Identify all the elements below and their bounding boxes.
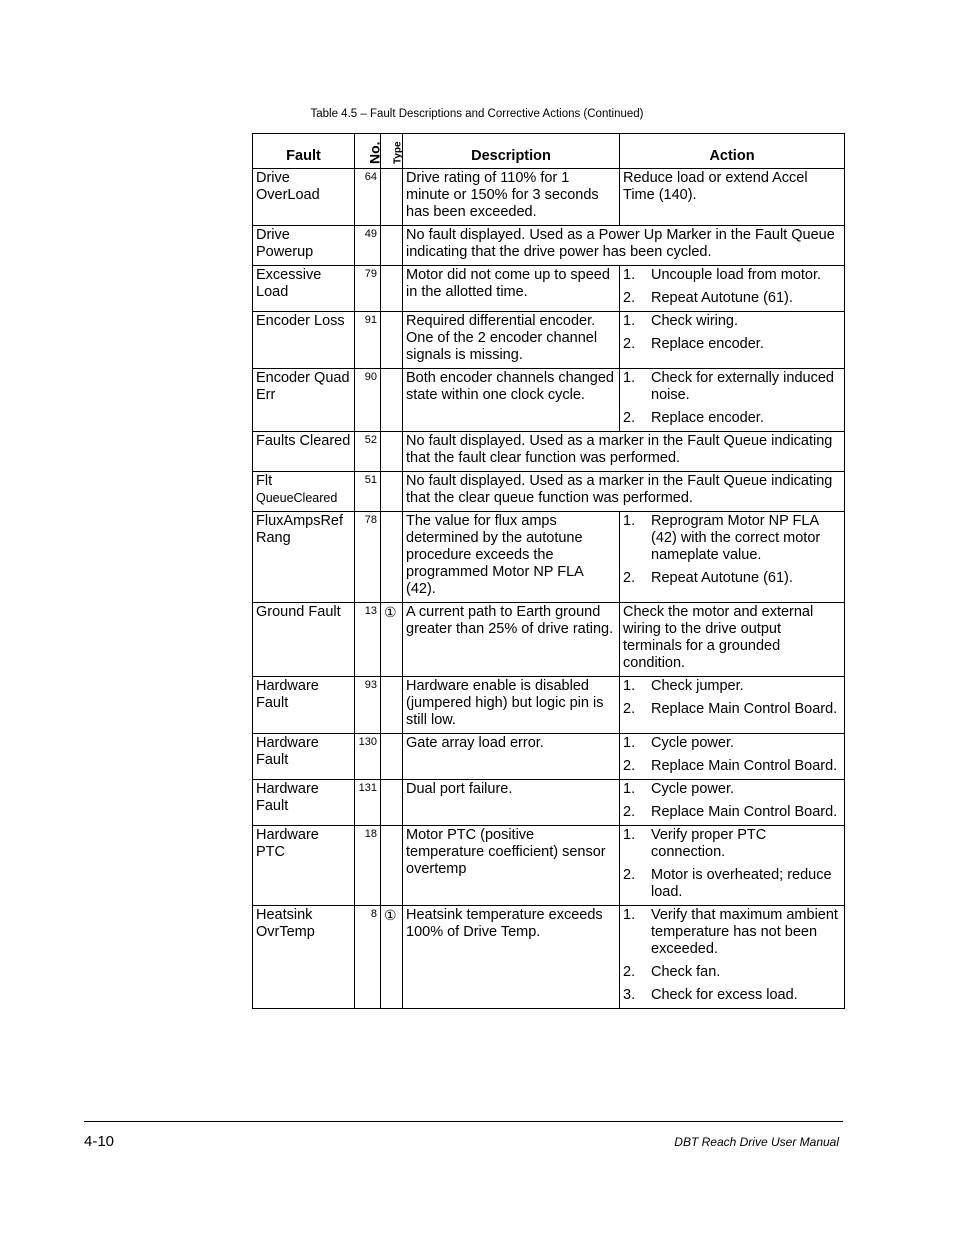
fault-type-cell [381, 826, 403, 906]
table-row [253, 603, 845, 677]
fault-name-cell: Drive Powerup [253, 226, 355, 266]
action-step-number: 1. [623, 735, 636, 751]
action-step [623, 758, 841, 775]
fault-name-subline: QueueCleared [256, 491, 338, 505]
description-cell: The value for flux amps determined by the autotune procedure exceeds the programmed Motor NP FLA (42). [403, 512, 620, 603]
action-step-number: 2. [623, 867, 636, 883]
action-step-text: Repeat Autotune (61). [651, 290, 793, 306]
action-step [623, 370, 841, 404]
action-cell [620, 906, 845, 1009]
fault-type-cell [381, 369, 403, 432]
fault-name-cell: Encoder Quad Err [253, 369, 355, 432]
fault-number-cell: 90 [355, 369, 381, 432]
action-step-text: Check for excess load. [651, 987, 798, 1003]
fault-number-cell: 64 [355, 169, 381, 226]
action-step [623, 804, 841, 821]
action-step [623, 313, 841, 330]
action-step [623, 735, 841, 752]
action-list [623, 781, 841, 821]
action-step [623, 570, 841, 587]
fault-number-cell: 93 [355, 677, 381, 734]
action-step [623, 907, 841, 958]
action-step-number: 1. [623, 370, 636, 386]
table-row [253, 312, 845, 369]
description-cell: No fault displayed. Used as a marker in the Fault Queue indicating that the fault clear function was performed. [403, 432, 845, 472]
action-step-text: Replace Main Control Board. [651, 804, 838, 820]
fault-number-cell: 52 [355, 432, 381, 472]
action-list [623, 735, 841, 775]
action-step-text: Check fan. [651, 964, 721, 980]
table-row [253, 734, 845, 780]
header-no [355, 134, 381, 169]
action-step-text: Check for externally induced noise. [651, 370, 834, 403]
fault-type-cell [381, 734, 403, 780]
table-row [253, 369, 845, 432]
fault-name-cell: Drive OverLoad [253, 169, 355, 226]
fault-type-cell [381, 312, 403, 369]
action-step-text: Replace encoder. [651, 336, 764, 352]
description-cell: Drive rating of 110% for 1 minute or 150% for 3 seconds has been exceeded. [403, 169, 620, 226]
action-step [623, 678, 841, 695]
action-step [623, 964, 841, 981]
table-row [253, 266, 845, 312]
page-number: 4-10 [84, 1133, 115, 1150]
header-action: Action [620, 134, 845, 169]
action-step [623, 410, 841, 427]
fault-name-cell [253, 472, 355, 512]
action-cell: Check the motor and external wiring to the drive output terminals for a grounded condition. [620, 603, 845, 677]
header-no-label: No. [366, 141, 382, 164]
fault-name-cell: Faults Cleared [253, 432, 355, 472]
action-step-text: Verify proper PTC connection. [651, 827, 767, 860]
fault-type-cell [381, 169, 403, 226]
fault-type-cell: ① [381, 906, 403, 1009]
description-cell: Dual port failure. [403, 780, 620, 826]
description-cell: Required differential encoder. One of the 2 encoder channel signals is missing. [403, 312, 620, 369]
description-cell: Motor PTC (positive temperature coefficient) sensor overtemp [403, 826, 620, 906]
fault-name-cell: Hardware PTC [253, 826, 355, 906]
fault-name-line: Flt [256, 473, 273, 489]
fault-table [252, 133, 845, 1009]
fault-type-cell [381, 472, 403, 512]
action-step-number: 1. [623, 781, 636, 797]
table-row [253, 432, 845, 472]
action-cell [620, 677, 845, 734]
action-step-text: Repeat Autotune (61). [651, 570, 793, 586]
action-step-number: 1. [623, 513, 636, 529]
action-step-text: Cycle power. [651, 781, 735, 797]
header-type-label: Type [392, 141, 403, 164]
action-step-number: 2. [623, 290, 636, 306]
table-row [253, 826, 845, 906]
table-row [253, 780, 845, 826]
action-list [623, 370, 841, 427]
footer-rule [84, 1121, 843, 1122]
action-cell [620, 512, 845, 603]
action-step [623, 513, 841, 564]
fault-type-cell [381, 266, 403, 312]
fault-number-cell: 131 [355, 780, 381, 826]
fault-name-cell: Heatsink OvrTemp [253, 906, 355, 1009]
table-header-row [253, 134, 845, 169]
action-cell [620, 369, 845, 432]
fault-type-cell [381, 512, 403, 603]
action-step-text: Motor is overheated; reduce load. [651, 867, 832, 900]
fault-number-cell: 18 [355, 826, 381, 906]
description-cell: Motor did not come up to speed in the allotted time. [403, 266, 620, 312]
manual-title: DBT Reach Drive User Manual [674, 1135, 839, 1149]
table-row [253, 906, 845, 1009]
action-step-text: Cycle power. [651, 735, 735, 751]
fault-name-cell: Excessive Load [253, 266, 355, 312]
action-step-number: 1. [623, 313, 636, 329]
action-step-number: 2. [623, 964, 636, 980]
fault-name-cell: FluxAmpsRef Rang [253, 512, 355, 603]
action-cell [620, 780, 845, 826]
fault-number-cell: 91 [355, 312, 381, 369]
description-cell: Gate array load error. [403, 734, 620, 780]
table-row [253, 677, 845, 734]
fault-number-cell: 78 [355, 512, 381, 603]
action-list [623, 678, 841, 718]
action-step-number: 3. [623, 987, 636, 1003]
description-cell: Both encoder channels changed state within one clock cycle. [403, 369, 620, 432]
fault-number-cell: 130 [355, 734, 381, 780]
action-list [623, 313, 841, 353]
description-cell: Heatsink temperature exceeds 100% of Drive Temp. [403, 906, 620, 1009]
table-row [253, 512, 845, 603]
action-step-number: 1. [623, 827, 636, 843]
fault-name-cell: Ground Fault [253, 603, 355, 677]
action-cell [620, 826, 845, 906]
description-cell: No fault displayed. Used as a marker in the Fault Queue indicating that the clear queue function was performed. [403, 472, 845, 512]
action-list [623, 907, 841, 1004]
action-list [623, 827, 841, 901]
fault-table-body [253, 169, 845, 1009]
action-step-text: Check wiring. [651, 313, 739, 329]
header-type [381, 134, 403, 169]
action-list [623, 267, 841, 307]
action-step [623, 267, 841, 284]
action-step-text: Check jumper. [651, 678, 744, 694]
description-cell: No fault displayed. Used as a Power Up Marker in the Fault Queue indicating that the drive power has been cycled. [403, 226, 845, 266]
action-step-text: Reprogram Motor NP FLA (42) with the correct motor nameplate value. [651, 513, 821, 563]
table-row [253, 169, 845, 226]
fault-number-cell: 49 [355, 226, 381, 266]
action-step-number: 2. [623, 804, 636, 820]
table-row [253, 472, 845, 512]
fault-name-cell: Hardware Fault [253, 677, 355, 734]
fault-type-cell: ① [381, 603, 403, 677]
action-step-number: 1. [623, 678, 636, 694]
action-step-number: 1. [623, 907, 636, 923]
fault-type-cell [381, 226, 403, 266]
action-step [623, 290, 841, 307]
action-step-text: Replace Main Control Board. [651, 758, 838, 774]
action-step-text: Verify that maximum ambient temperature has not been exceeded. [651, 907, 838, 957]
action-step-number: 2. [623, 336, 636, 352]
fault-number-cell: 8 [355, 906, 381, 1009]
action-cell [620, 266, 845, 312]
action-step [623, 336, 841, 353]
fault-name-cell: Hardware Fault [253, 780, 355, 826]
fault-type-cell [381, 677, 403, 734]
fault-number-cell: 13 [355, 603, 381, 677]
fault-number-cell: 51 [355, 472, 381, 512]
action-step-number: 2. [623, 758, 636, 774]
fault-type-cell [381, 432, 403, 472]
action-step-number: 2. [623, 410, 636, 426]
description-cell: A current path to Earth ground greater than 25% of drive rating. [403, 603, 620, 677]
action-step-number: 2. [623, 570, 636, 586]
action-step-text: Uncouple load from motor. [651, 267, 822, 283]
fault-number-cell: 79 [355, 266, 381, 312]
description-cell: Hardware enable is disabled (jumpered high) but logic pin is still low. [403, 677, 620, 734]
action-step [623, 867, 841, 901]
table-caption: Table 4.5 – Fault Descriptions and Corrective Actions (Continued) [310, 108, 644, 120]
fault-type-cell [381, 780, 403, 826]
action-cell: Reduce load or extend Accel Time (140). [620, 169, 845, 226]
fault-name-cell: Encoder Loss [253, 312, 355, 369]
action-step-number: 2. [623, 701, 636, 717]
header-fault: Fault [253, 134, 355, 169]
action-step-text: Replace Main Control Board. [651, 701, 838, 717]
action-cell [620, 734, 845, 780]
action-step-number: 1. [623, 267, 636, 283]
action-step-text: Replace encoder. [651, 410, 764, 426]
action-list [623, 513, 841, 587]
header-description: Description [403, 134, 620, 169]
action-cell [620, 312, 845, 369]
table-row [253, 226, 845, 266]
action-step [623, 987, 841, 1004]
action-step [623, 701, 841, 718]
fault-name-cell: Hardware Fault [253, 734, 355, 780]
action-step [623, 827, 841, 861]
action-step [623, 781, 841, 798]
